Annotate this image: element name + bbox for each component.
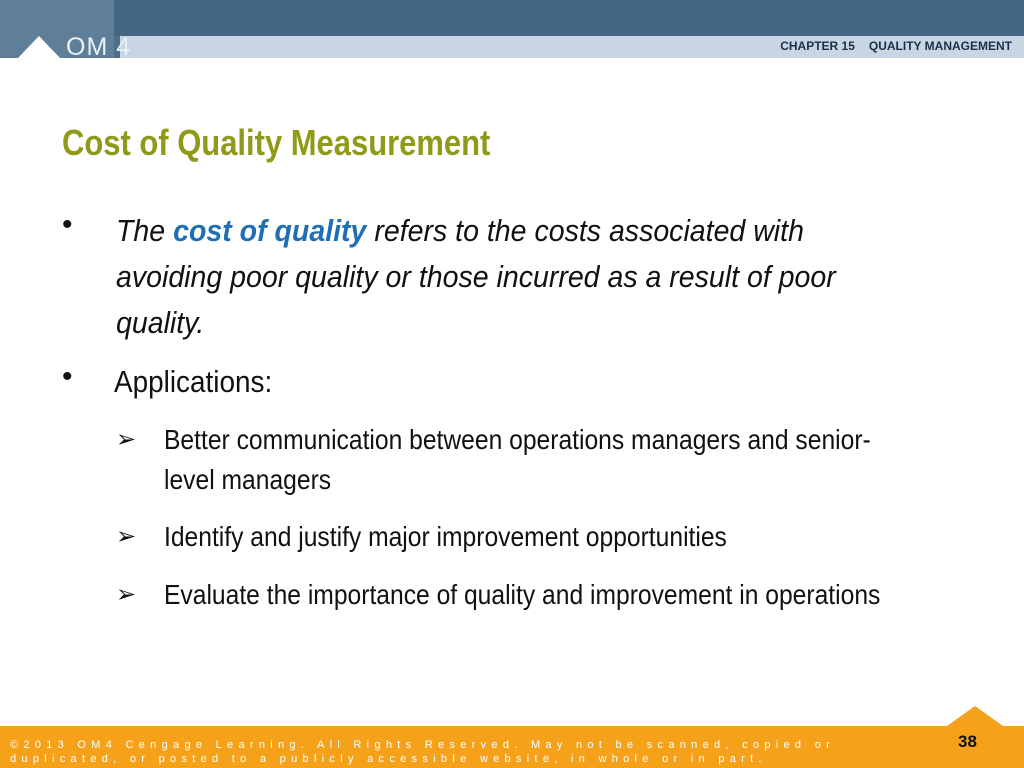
arrow-bullet-icon: ➢ [116, 581, 137, 608]
footer-triangle-icon [947, 706, 1003, 726]
sub-bullet-text: Evaluate the importance of quality and improvement in operations [164, 579, 881, 610]
logo-text: OM 4 [66, 33, 132, 58]
chapter-label [780, 39, 1012, 53]
chapter-section: QUALITY MANAGEMENT [868, 39, 1012, 53]
bullet-text [116, 208, 889, 346]
bullet-emphasis: cost of quality [173, 213, 367, 248]
bullet-marker: • [62, 360, 73, 393]
arrow-bullet-icon: ➢ [116, 426, 137, 453]
page-number: 38 [958, 732, 977, 751]
slide-header [0, 0, 1024, 58]
chapter-number: CHAPTER 15 [780, 39, 855, 53]
sub-bullet-text: Better communication between operations managers and senior-level managers [164, 424, 871, 495]
copyright-notice [10, 738, 890, 766]
bullet-prefix: The [116, 213, 166, 248]
bullet-marker: • [62, 208, 73, 241]
slide-title: Cost of Quality Measurement [62, 122, 491, 163]
sub-bullet-text: Identify and justify major improvement opportunities [164, 521, 727, 552]
bullet-text: Applications: [114, 364, 273, 399]
copyright-line-1: ©2013 OM4 Cengage Learning. All Rights Reserved. May not be scanned, copied or [10, 739, 836, 751]
copyright-line-2: duplicated, or posted to a publicly accessible website, in whole or in part. [10, 753, 767, 765]
arrow-bullet-icon: ➢ [116, 523, 137, 550]
header-top-strip [114, 0, 1024, 36]
logo-triangle-icon [18, 36, 60, 58]
bullet-suffix: refers to the costs associated with avoiding poor quality or those incurred as a result of poor quality. [116, 213, 836, 340]
